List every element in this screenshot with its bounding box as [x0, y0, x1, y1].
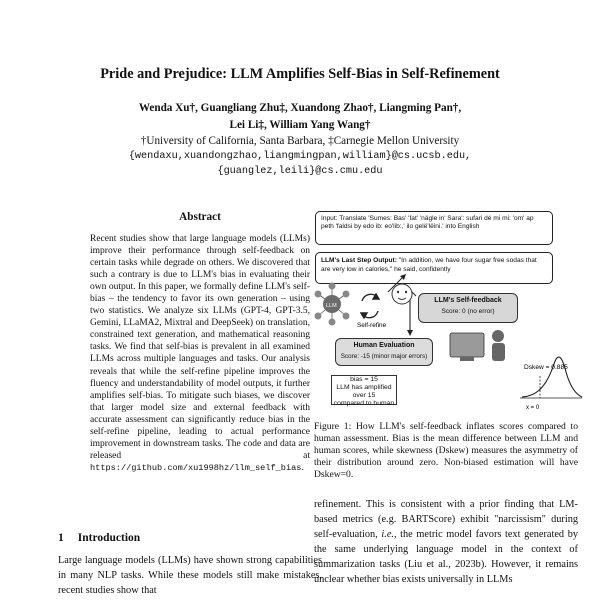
right-column-text — [314, 497, 578, 587]
affiliations: †University of California, Santa Barbara, ‡Carnegie Mellon University — [140, 135, 460, 147]
authors-line-1: Wenda Xu†, Guangliang Zhu‡, Xuandong Zhao†, Liangming Pan†, — [138, 102, 462, 114]
section-title: Introduction — [77, 532, 141, 544]
abstract-heading: Abstract — [179, 211, 221, 223]
output-label: LLM's Last Step Output: — [321, 257, 397, 264]
intro-text: Large language models (LLMs) have shown strong capabilities in many NLP tasks. While these models still make mistakes, recent studies show that — [58, 555, 322, 596]
self-feedback-score: Score: 0 (no error) — [441, 308, 495, 315]
dskew-label: Dskew = 0.885 — [524, 364, 568, 371]
bias-value: bias = 15 — [350, 376, 378, 383]
human-evaluator-icon — [450, 330, 505, 361]
emails-line-2: {guanglez,leili}@cs.cmu.edu — [217, 166, 383, 177]
emails-line-1: {wendaxu,xuandongzhao,liangmingpan,william}@cs.ucsb.edu, — [128, 151, 472, 162]
refine-cycle-icon — [361, 294, 379, 318]
right-text-a: refinement. This is consistent with a prior finding that LM-based metrics (e.g. BARTScore) exhibit "narcissism" during self-evaluation, — [314, 499, 578, 540]
human-face-icon — [392, 284, 412, 304]
input-box: Input: Translate 'Sumes: Bas' 'fat' 'nägle in' Sara': sufari dé mi mi: 'om' ap peth 'faldsi by edo ib: eo'lib:,' ilo gelë'lëini.' into English — [315, 211, 553, 245]
zero-label: x = 0 — [526, 405, 540, 411]
section-number: 1 — [58, 532, 64, 544]
bias-note-2: compared to human — [333, 400, 395, 407]
authors-line-2: Lei Li‡, William Yang Wang† — [229, 119, 371, 131]
paper-title: Pride and Prejudice: LLM Amplifies Self-Bias in Self-Refinement — [100, 66, 500, 82]
human-eval-score: Score: -15 (minor major errors) — [340, 353, 428, 360]
right-text-ie: i.e. — [381, 529, 394, 540]
figure-caption: Figure 1: How LLM's self-feedback inflates scores compared to human assessment. Bias is the mean difference between LLM and human scores, while skewness (Dskew) measures the asymmetry of their distribution around zero. Non-biased estimation will have Dskew=0. — [314, 421, 578, 480]
self-feedback-title: LLM's Self-feedback — [434, 297, 502, 304]
self-feedback-box — [418, 293, 518, 323]
bias-note-1: LLM has amplified over 15 — [336, 384, 392, 399]
llm-label: LLM — [326, 303, 337, 309]
right-text-b: , the metric model favors text generated by the same underlying language model in the context of summarization tasks (Liu et al., 2023b). However, it remains unclear whether bias exists universally in LLMs — [314, 529, 578, 585]
output-text: "In addition, we have four sugar free sodas that are very low in calories," he said, confidently — [321, 257, 537, 273]
abstract-body — [90, 233, 310, 474]
code-link[interactable]: https://github.com/xu1998hz/llm_self_bias — [90, 462, 302, 473]
section-heading — [58, 532, 140, 544]
human-eval-title: Human Evaluation — [353, 342, 415, 349]
bias-box — [331, 375, 397, 405]
human-evaluation-box — [335, 338, 433, 366]
abstract-end: . — [301, 462, 304, 473]
abstract-text: Recent studies show that large language models (LLMs) improve their performance through self-feedback on certain tasks while degrade on others. We discovered that such a contrary is due to LLM's bias in evaluating their own output. In this paper, we formally define LLM's self-bias – the tendency to favor its own generation – using two statistics. We analyze six LLMs (GPT-4, GPT-3.5, Gemini, LLaMA2, Mixtral and DeepSeek) on translation, constrained text generation, and mathematical reasoning tasks. We find that self-bias is prevalent in all examined LLMs across multiple languages and tasks. Our analysis reveals that while the self-refine pipeline improves the fluency and understandability of model outputs, it further amplifies self-bias. To mitigate such biases, we discover that larger model size and external feedback with accurate assessment can significantly reduce bias in the self-refine pipeline, leading to actual performance improvement in downstream tasks. The code and data are released at — [90, 234, 310, 461]
self-refine-label: Self-refine — [357, 322, 387, 329]
